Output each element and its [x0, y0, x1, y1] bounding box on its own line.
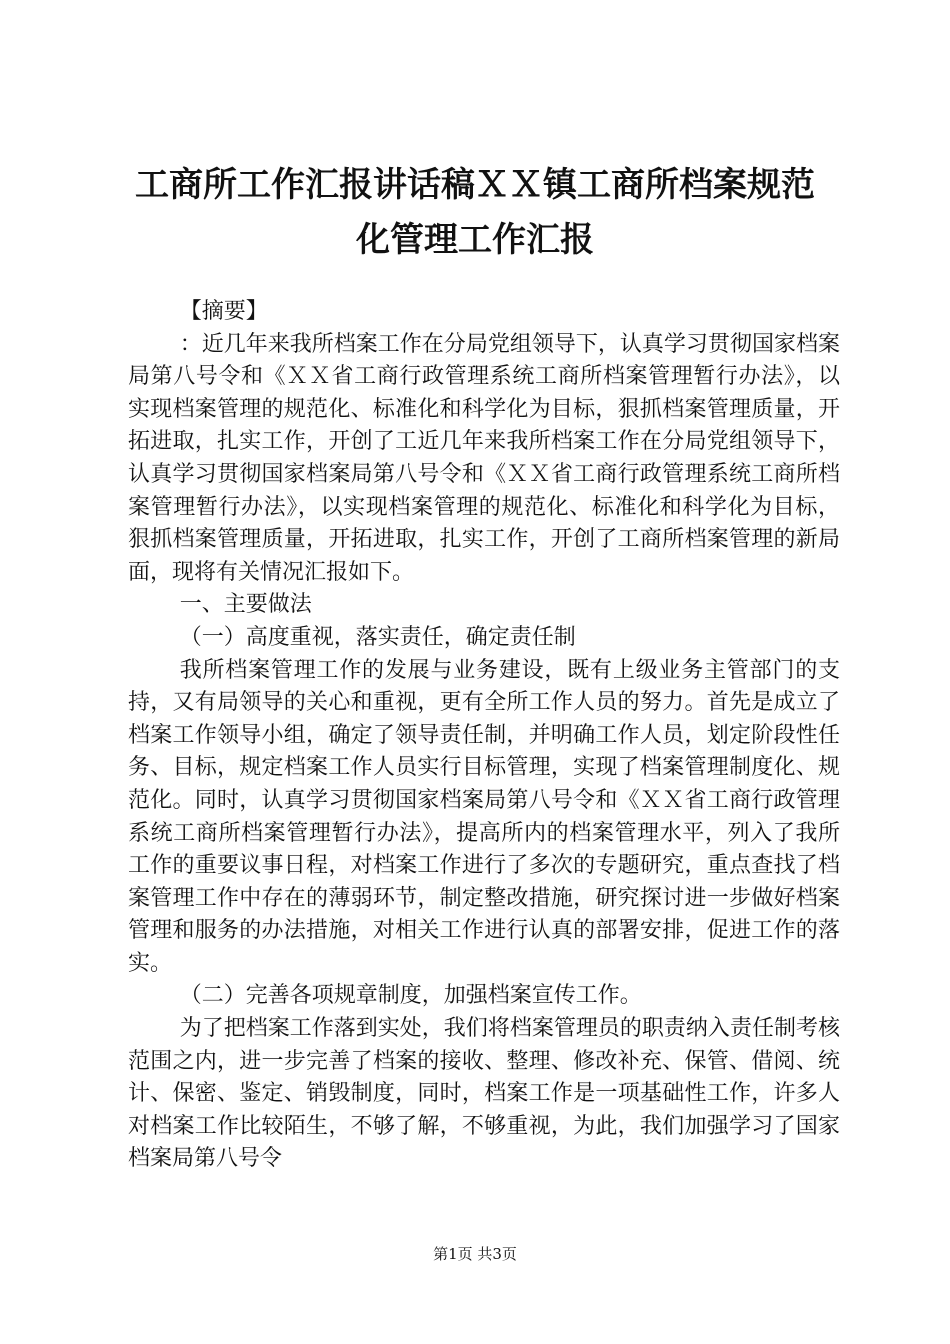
subsection-heading-2: （二）完善各项规章制度，加强档案宣传工作。: [179, 983, 642, 1009]
section-heading-main-practices: 一、主要做法: [179, 592, 312, 618]
page-footer: 第1页 共3页: [433, 1245, 517, 1263]
body-paragraph-2: 为了把档案工作落到实处，我们将档案管理员的职责纳入责任制考核范围之内，进一步完善了档案的接收、整理、修改补充、保管、借阅、统计、保密、鉴定、销毁制度，同时，档案工作是一项基础性工作，许多人对档案工作比较陌生，不够了解，不够重视，为此，我们加强学习了国家档案局第八号令: [128, 1016, 840, 1172]
document-body: [128, 296, 840, 1176]
abstract-paragraph: ：近几年来我所档案工作在分局党组领导下，认真学习贯彻国家档案局第八号令和《ＸＸ省工商行政管理系统工商所档案管理暂行办法》，以实现档案管理的规范化、标准化和科学化为目标，狠抓档案管理质量，开拓进取，扎实工作，开创了工近几年来我所档案工作在分局党组领导下，认真学习贯彻国家档案局第八号令和《ＸＸ省工商行政管理系统工商所档案管理暂行办法》，以实现档案管理的规范化、标准化和科学化为目标，狠抓档案管理质量，开拓进取，扎实工作，开创了工商所档案管理的新局面，现将有关情况汇报如下。: [128, 331, 840, 585]
body-paragraph-1: 我所档案管理工作的发展与业务建设，既有上级业务主管部门的支持，又有局领导的关心和重视，更有全所工作人员的努力。首先是成立了档案工作领导小组，确定了领导责任制，并明确工作人员，划定阶段性任务、目标，规定档案工作人员实行目标管理，实现了档案管理制度化、规范化。同时，认真学习贯彻国家档案局第八号令和《ＸＸ省工商行政管理系统工商所档案管理暂行办法》，提高所内的档案管理水平，列入了我所工作的重要议事日程，对档案工作进行了多次的专题研究，重点查找了档案管理工作中存在的薄弱环节，制定整改措施，研究探讨进一步做好档案管理和服务的办法措施，对相关工作进行认真的部署安排，促进工作的落实。: [128, 657, 840, 976]
document-title-line-1: 工商所工作汇报讲话稿ＸＸ镇工商所档案规范: [135, 165, 815, 205]
abstract-label: 【摘要】: [179, 299, 268, 324]
subsection-heading-1: （一）高度重视，落实责任，确定责任制: [179, 624, 576, 650]
document-title-line-2: 化管理工作汇报: [356, 220, 594, 260]
